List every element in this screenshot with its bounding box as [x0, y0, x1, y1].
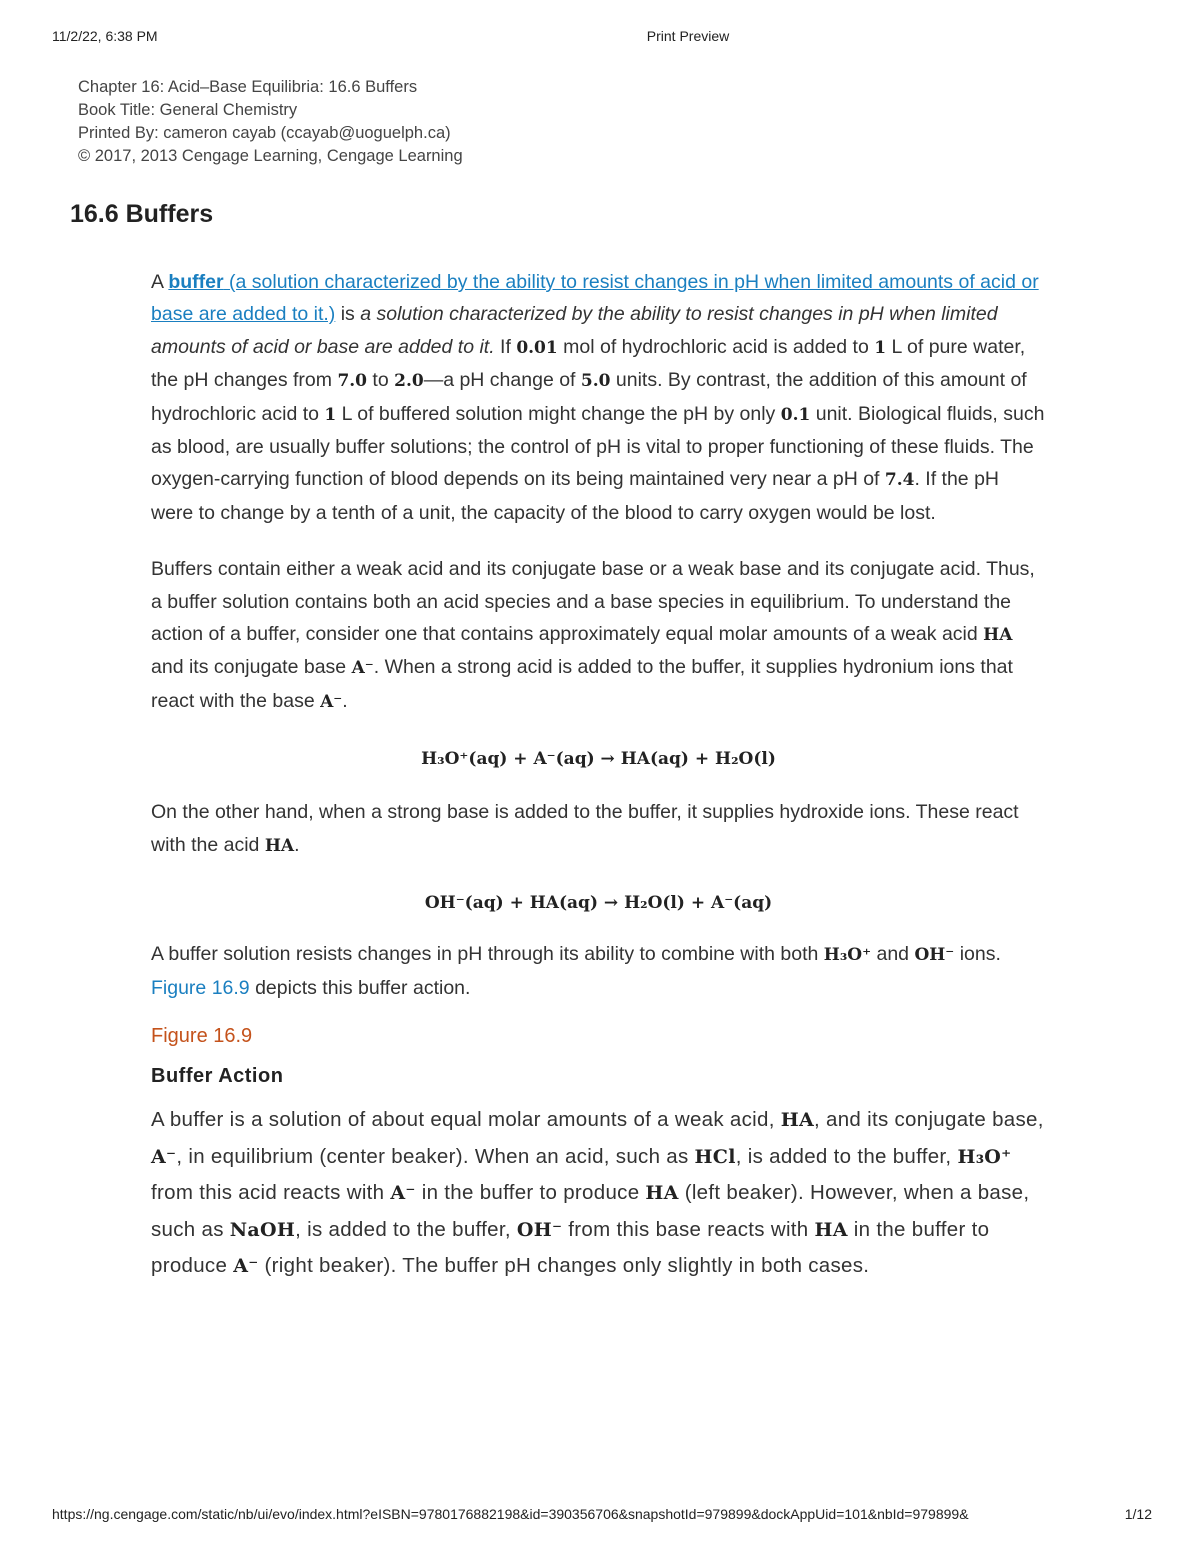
- text: . When a strong acid is added to the buffer, it supplies hydronium ions that react with the base: [151, 656, 1013, 712]
- math-formula: HCl: [694, 1145, 736, 1168]
- text: L of pure water, the pH changes from: [151, 335, 1026, 392]
- math-value: 1: [874, 337, 887, 358]
- equation-acid-reaction: H₃O⁺(aq) + A⁻(aq) → HA(aq) + H₂O(l): [421, 749, 776, 770]
- paragraph-buffer-action: [151, 938, 1046, 1004]
- math-formula: OH⁻: [516, 1218, 563, 1241]
- math-formula: HA: [814, 1218, 848, 1241]
- math-formula: HA: [264, 835, 295, 856]
- text: depicts this buffer action.: [249, 976, 471, 999]
- math-value: 7.4: [884, 470, 915, 491]
- math-formula: HA: [645, 1182, 679, 1205]
- book-title-line: Book Title: General Chemistry: [78, 101, 298, 119]
- text: , and its conjugate base,: [814, 1107, 1044, 1131]
- text: mol of hydrochloric acid is added to: [557, 335, 875, 358]
- glossary-term: buffer: [168, 271, 224, 293]
- figure-link[interactable]: Figure 16.9: [151, 976, 250, 999]
- text: .: [342, 689, 348, 712]
- paragraph-buffer-definition: [151, 266, 1046, 529]
- text: units. By contrast, the addition of this amount of hydrochloric acid to: [151, 369, 1027, 425]
- paragraph-base-addition: [151, 796, 1046, 862]
- math-formula: HA: [983, 625, 1013, 646]
- text: ions.: [954, 943, 1001, 966]
- math-value: 0.1: [780, 404, 811, 425]
- text: Buffers contain either a weak acid and its conjugate base or a weak base and its conjugate acid. Thus, a buffer solution contains both an acid species and a base species in equilibrium. To understand the action of a buffer, consider one that contains approximately equal molar amounts of a weak acid: [151, 558, 1035, 646]
- section-title: 16.6 Buffers: [70, 200, 214, 228]
- text: , in equilibrium (center beaker). When an acid, such as: [176, 1144, 695, 1168]
- text: in the buffer to produce: [415, 1181, 646, 1205]
- text: —a pH change of: [423, 369, 581, 392]
- text: (left beaker). However, when a base, such as: [151, 1181, 1030, 1241]
- equation-base-reaction: OH⁻(aq) + HA(aq) → H₂O(l) + A⁻(aq): [424, 893, 773, 914]
- text: to: [367, 369, 395, 392]
- text: , is added to the buffer,: [295, 1217, 517, 1241]
- text: . If the pH were to change by a tenth of a unit, the capacity of the blood to carry oxygen would be lost.: [151, 468, 999, 524]
- text: and its conjugate base: [151, 656, 352, 679]
- math-formula: H₃O⁺: [957, 1145, 1012, 1168]
- text: A buffer solution resists changes in pH through its ability to combine with both: [151, 943, 824, 966]
- printed-by-line: Printed By: cameron cayab (ccayab@uoguelph.ca): [78, 124, 451, 142]
- glossary-definition: (a solution characterized by the ability to resist changes in pH when limited amounts of acid or base are added to it.): [151, 271, 1039, 326]
- text: A buffer is a solution of about equal molar amounts of a weak acid,: [151, 1107, 781, 1131]
- text: On the other hand, when a strong base is added to the buffer, it supplies hydroxide ions. These react with the acid: [151, 801, 1019, 856]
- figure-title: Buffer Action: [151, 1064, 284, 1087]
- math-value: 0.01: [516, 337, 558, 358]
- paragraph-buffer-composition: [151, 553, 1046, 718]
- page-url: https://ng.cengage.com/static/nb/ui/evo/index.html?eISBN=9780176882198&id=390356706&snapshotId=979899&dockAppUid=101&nbId=979899&: [52, 1506, 969, 1522]
- chapter-line: Chapter 16: Acid–Base Equilibria: 16.6 Buffers: [78, 78, 418, 96]
- figure-caption: [151, 1102, 1046, 1285]
- text: from this base reacts with: [562, 1217, 815, 1241]
- text: L of buffered solution might change the pH by only: [336, 402, 781, 425]
- inline-definition: a solution characterized by the ability to resist changes in pH when limited amounts of acid or base are added to it.: [151, 303, 998, 358]
- math-formula: A⁻: [233, 1255, 259, 1278]
- math-formula: A⁻: [390, 1182, 416, 1205]
- math-value: 1: [324, 404, 337, 425]
- text: , is added to the buffer,: [735, 1144, 958, 1168]
- math-value: 7.0: [337, 371, 368, 392]
- text: A: [151, 271, 169, 293]
- text: is: [335, 303, 361, 326]
- figure-number: Figure 16.9: [151, 1024, 253, 1047]
- text: If: [494, 335, 517, 358]
- math-formula: A⁻: [320, 691, 343, 712]
- math-formula: HA: [780, 1108, 814, 1131]
- math-formula: H₃O⁺: [823, 945, 872, 966]
- math-formula: A⁻: [351, 658, 374, 679]
- text: (right beaker). The buffer pH changes only slightly in both cases.: [258, 1254, 870, 1278]
- math-value: 2.0: [394, 371, 424, 392]
- page-number: 1/12: [1124, 1506, 1152, 1522]
- copyright-line: © 2017, 2013 Cengage Learning, Cengage Learning: [78, 147, 463, 165]
- math-formula: OH⁻: [914, 945, 955, 966]
- text: and: [871, 943, 915, 966]
- print-title: Print Preview: [646, 28, 730, 44]
- print-datetime: 11/2/22, 6:38 PM: [52, 28, 158, 44]
- text: unit. Biological fluids, such as blood, are usually buffer solutions; the control of pH is vital to proper functioning of these fluids. The oxygen-carrying function of blood depends on its being maintained very near a pH of: [151, 402, 1045, 491]
- main-content: [151, 266, 1046, 1285]
- text: .: [294, 833, 300, 856]
- text: in the buffer to produce: [151, 1217, 990, 1278]
- print-header: [0, 28, 1200, 48]
- math-formula: A⁻: [151, 1145, 177, 1168]
- math-formula: NaOH: [229, 1218, 296, 1241]
- document-meta: [78, 76, 463, 168]
- text: from this acid reacts with: [151, 1181, 391, 1205]
- math-value: 5.0: [580, 371, 611, 392]
